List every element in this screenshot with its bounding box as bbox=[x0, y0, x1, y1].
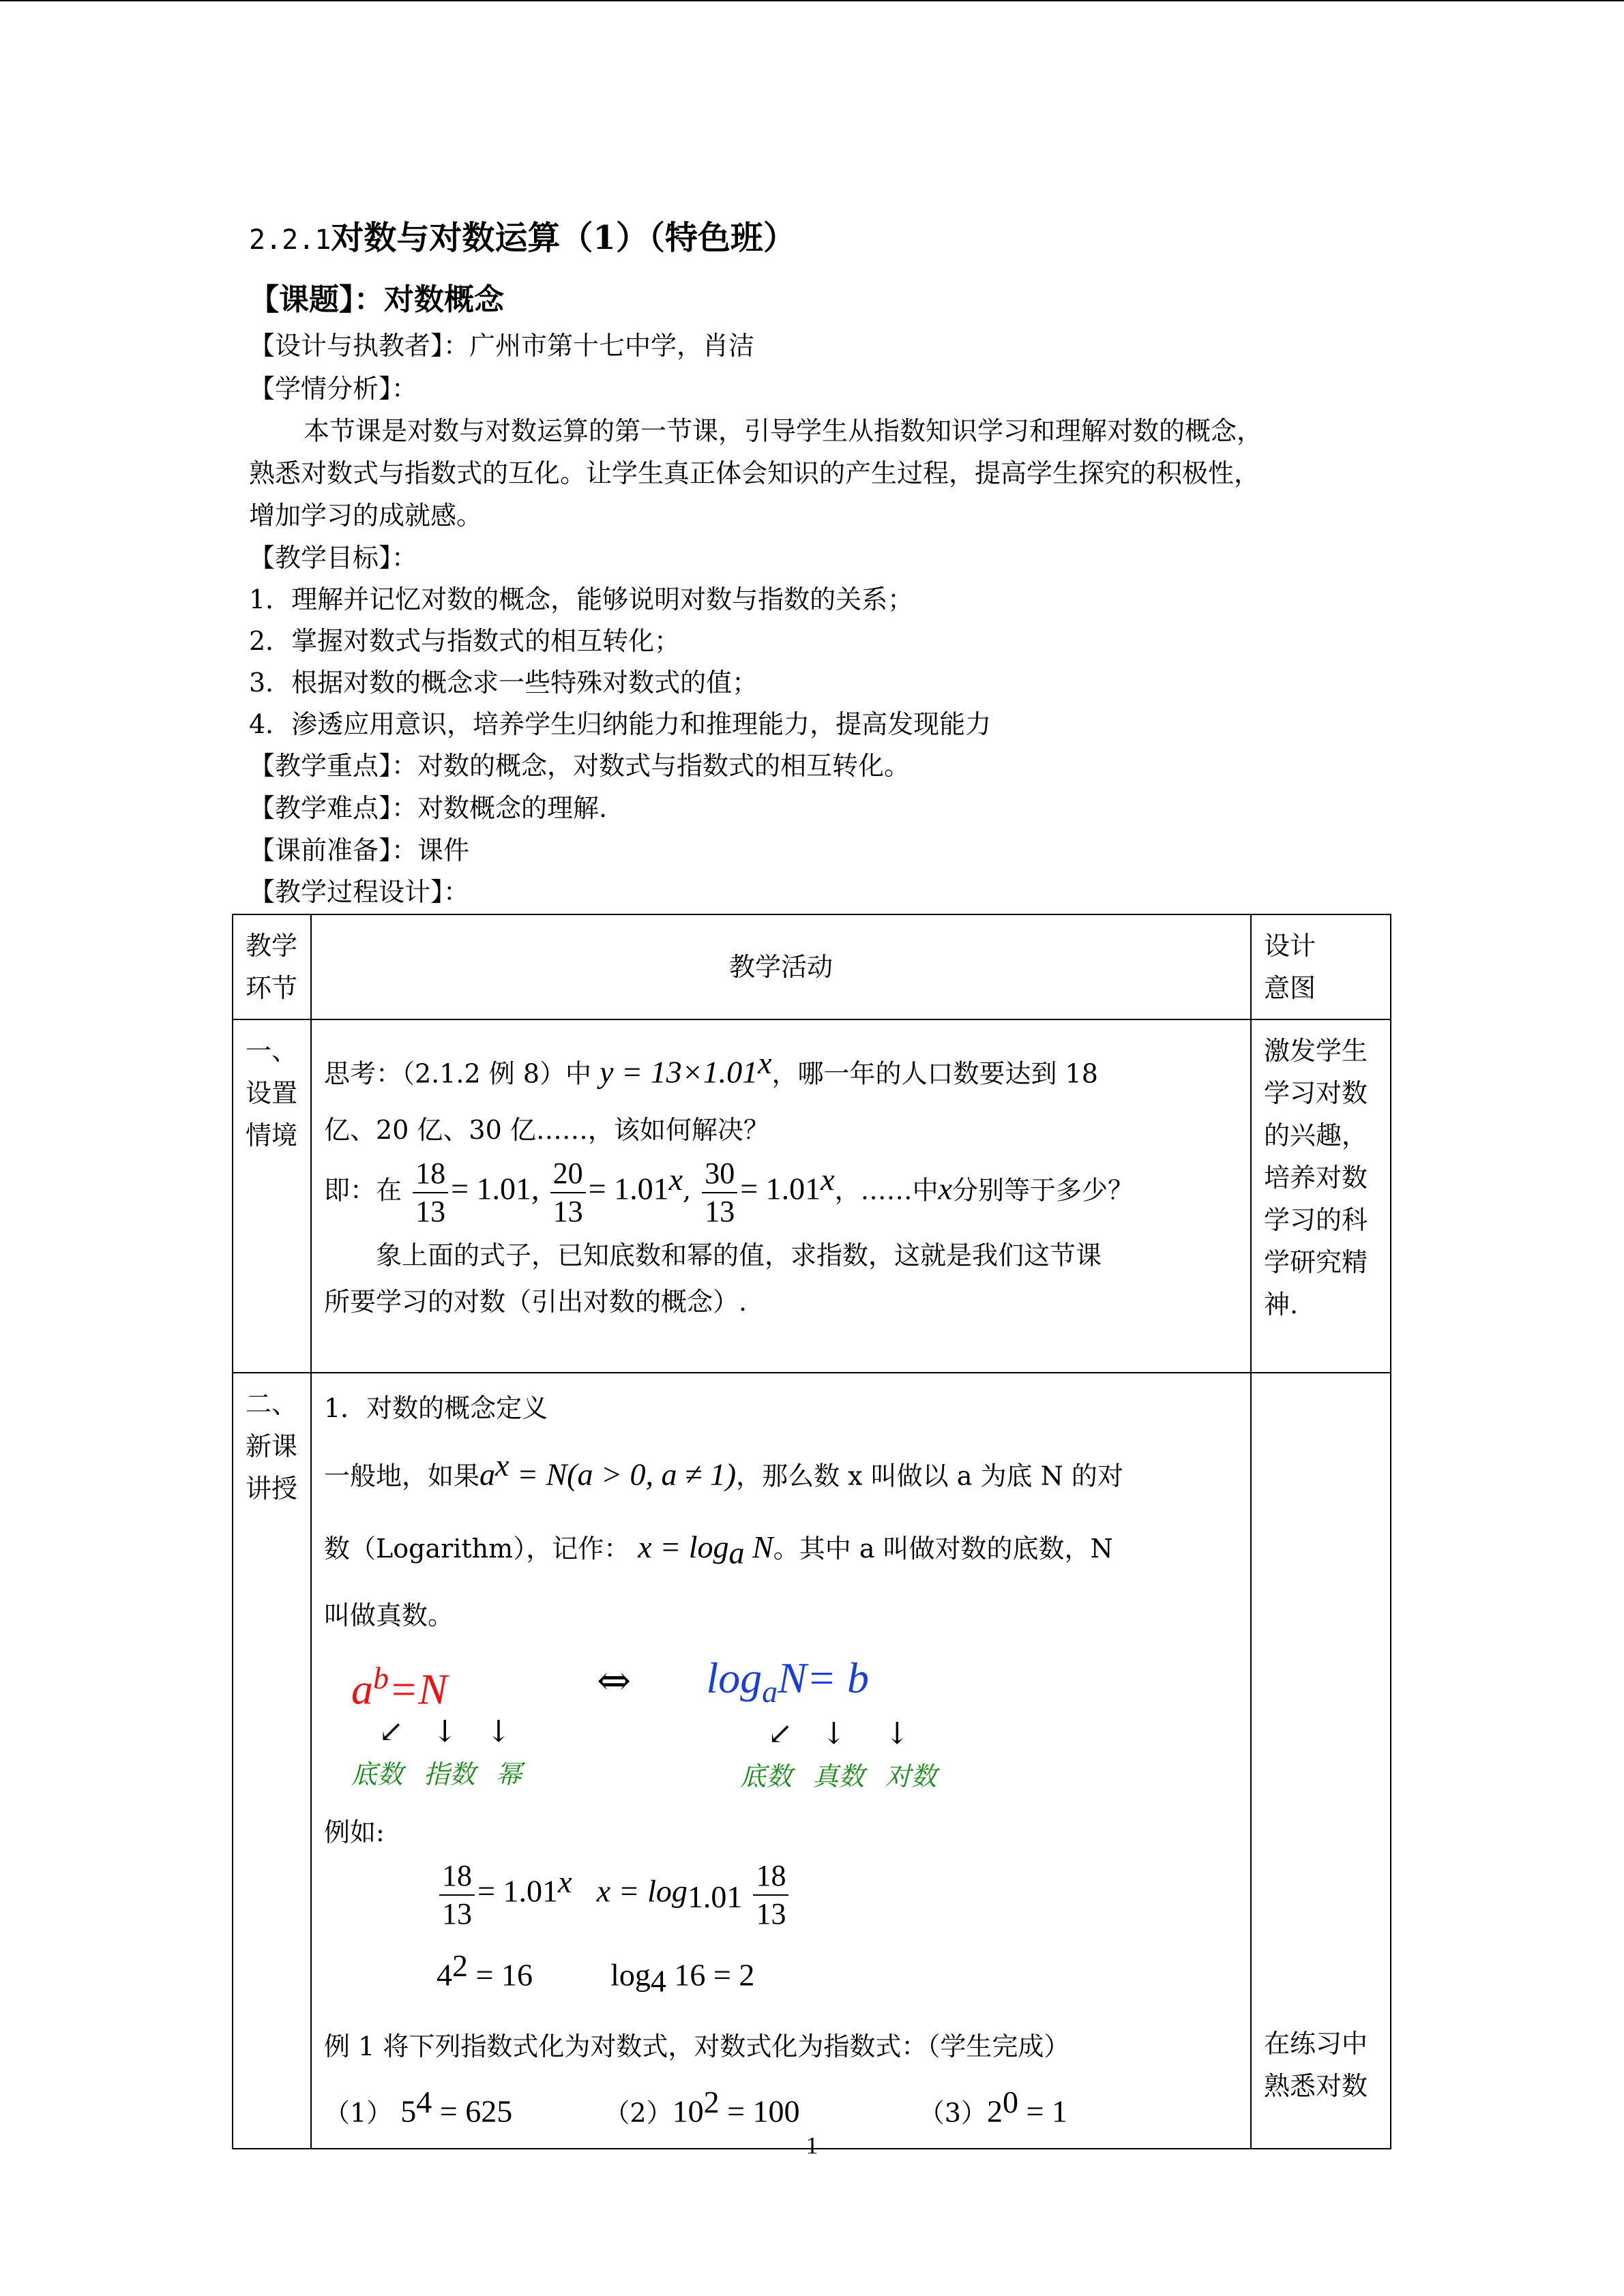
label-logarithm: 对数 bbox=[885, 1761, 937, 1792]
log-base-a: a bbox=[762, 1674, 778, 1710]
fraction bbox=[550, 1155, 586, 1230]
log-formula-colored bbox=[706, 1654, 936, 1713]
fraction bbox=[753, 1858, 788, 1933]
exercise-questions bbox=[324, 2081, 1238, 2134]
think-suffix: ，哪一年的人口数要达到 18 bbox=[771, 1058, 1098, 1089]
title-text: 对数与对数运算（1）（特色班） bbox=[331, 219, 796, 257]
page-title bbox=[249, 211, 796, 258]
definition-title: 1．对数的概念定义 bbox=[324, 1393, 548, 1423]
goal-item: 1．理解并记忆对数的概念，能够说明对数与指数的关系； bbox=[249, 584, 914, 614]
think-line-2: 亿、20 亿、30 亿……，该如何解决？ bbox=[324, 1114, 769, 1145]
log-expression: x = log bbox=[596, 1873, 688, 1909]
intent-cell bbox=[1251, 1373, 1391, 2149]
section-number: 2.2.1 bbox=[249, 224, 331, 256]
table-header-row bbox=[233, 914, 1391, 1019]
goal-item: 3．根据对数的概念求一些特殊对数式的值； bbox=[249, 668, 758, 698]
example-label: 例如: bbox=[324, 1817, 385, 1848]
denominator: 13 bbox=[552, 1194, 583, 1228]
intent-text: 在练习中 bbox=[1264, 2028, 1368, 2059]
topic-line bbox=[249, 280, 504, 320]
prep-line bbox=[249, 830, 469, 871]
exp-formula bbox=[351, 1657, 522, 1714]
intent-cell bbox=[1251, 1019, 1391, 1373]
fraction bbox=[439, 1858, 475, 1933]
log-rest: N= b bbox=[778, 1654, 869, 1703]
think-prefix: 思考：（2.1.2 例 8）中 bbox=[324, 1058, 592, 1089]
question-label: （2） bbox=[604, 2098, 673, 2128]
numerator: 20 bbox=[550, 1155, 586, 1193]
equation-part: = 1.01 bbox=[740, 1171, 821, 1206]
equation-part: = 625 bbox=[432, 2093, 513, 2129]
definition-line-1 bbox=[324, 1444, 1238, 1497]
definition-line-3: 叫做真数。 bbox=[324, 1600, 454, 1631]
log-word: log bbox=[706, 1654, 763, 1703]
header-stage bbox=[233, 914, 311, 1019]
activity-cell bbox=[311, 1373, 1251, 2149]
log-base: a bbox=[728, 1535, 745, 1570]
double-arrow-icon: ⇔ bbox=[597, 1657, 632, 1705]
intent-text: 的兴趣， bbox=[1264, 1120, 1368, 1150]
label-base: 底数 bbox=[740, 1761, 793, 1792]
question-label: （1） bbox=[324, 2098, 393, 2128]
intent-text: 神. bbox=[1264, 1289, 1299, 1320]
intent-text: 培养对数 bbox=[1264, 1163, 1368, 1193]
denominator: 13 bbox=[442, 1897, 472, 1931]
label-power: 幂 bbox=[496, 1759, 522, 1789]
label-antilog: 真数 bbox=[812, 1761, 865, 1792]
lesson-table bbox=[232, 914, 1391, 2149]
base: 2 bbox=[986, 2093, 1003, 2129]
numerator: 18 bbox=[413, 1155, 448, 1193]
exp-result: =N bbox=[389, 1665, 447, 1714]
designer-line bbox=[249, 325, 754, 366]
def2-prefix: 数（Logarithm），记作： bbox=[324, 1533, 630, 1564]
def2-suffix: 。其中 a 叫做对数的底数，N bbox=[773, 1533, 1113, 1564]
log-word: log bbox=[610, 1957, 651, 1993]
log-form bbox=[706, 1654, 937, 1798]
exponent: x bbox=[668, 1161, 683, 1197]
stage-cell bbox=[233, 1019, 311, 1373]
exponent: 2 bbox=[452, 1948, 468, 1984]
stage-text: 新课 bbox=[246, 1431, 298, 1461]
stage-text: 情境 bbox=[246, 1120, 298, 1150]
exp-form bbox=[351, 1657, 522, 1795]
base: 4 bbox=[437, 1957, 452, 1993]
x-variable: x bbox=[938, 1171, 953, 1206]
stage-cell bbox=[233, 1373, 311, 2149]
exp-power: b bbox=[373, 1660, 389, 1696]
analysis-line-1: 本节课是对数与对数运算的第一节课，引导学生从指数知识学习和理解对数的概念， bbox=[304, 416, 1263, 446]
tail-text: ，……中 bbox=[834, 1175, 939, 1206]
log-formula: x = log bbox=[638, 1529, 729, 1564]
population-formula: y = 13×1.01 bbox=[600, 1054, 758, 1090]
goal-item: 2．掌握对数式与指数式的相互转化； bbox=[249, 626, 681, 656]
equation-part: 16 = 2 bbox=[666, 1957, 755, 1993]
denominator: 13 bbox=[705, 1194, 735, 1228]
intro-para-2: 所要学习的对数（引出对数的概念）. bbox=[324, 1286, 748, 1317]
header-intent-2: 意图 bbox=[1264, 973, 1316, 1003]
key-point-label: 【教学重点】： bbox=[249, 751, 418, 781]
equation-part: = 100 bbox=[719, 2093, 800, 2129]
exponent: x bbox=[557, 1864, 572, 1899]
difficulty-line bbox=[249, 788, 607, 829]
definition-line-2 bbox=[324, 1526, 1238, 1575]
def-condition: = N(a > 0, a ≠ 1) bbox=[509, 1457, 737, 1492]
base-a: a bbox=[479, 1457, 496, 1492]
exponent: x bbox=[821, 1161, 835, 1197]
equation-part: = 16 bbox=[468, 1957, 533, 1993]
exponent: 2 bbox=[703, 2085, 720, 2120]
stage-text: 设置 bbox=[246, 1078, 298, 1108]
equation-part: = 1.01 bbox=[588, 1171, 669, 1206]
base: 5 bbox=[400, 2093, 417, 2129]
intent-text: 学习对数 bbox=[1264, 1078, 1368, 1108]
arrow-icons: ↙ ↓ ↓ bbox=[767, 1716, 910, 1752]
equation-line: 即：在 $\frac{18}{13}$ = 1.01, $\frac{20}{13}$ = $1.01^x$, $\frac{30}{13}$ = $1.01^x$，……中x分别等于多少？ bbox=[324, 1155, 1238, 1230]
header-stage-2: 环节 bbox=[246, 973, 298, 1003]
analysis-line-2: 熟悉对数式与指数式的互化。让学生真正体会知识的产生过程，提高学生探究的积极性， bbox=[249, 458, 1260, 488]
topic-label: 【课题】： bbox=[249, 282, 384, 317]
analysis-line-3: 增加学习的成就感。 bbox=[249, 501, 483, 531]
arrow-icons: ↙ ↓ ↓ bbox=[379, 1714, 512, 1749]
intent-text: 学习的科 bbox=[1264, 1205, 1368, 1235]
prep-label: 【课前准备】： bbox=[249, 835, 418, 865]
numerator: 18 bbox=[439, 1858, 475, 1896]
exp-base: a bbox=[351, 1665, 373, 1714]
fraction bbox=[702, 1155, 737, 1230]
base: 10 bbox=[672, 2093, 704, 2129]
log-base: 1.01 bbox=[687, 1879, 743, 1915]
designer-label: 【设计与执教者】： bbox=[249, 331, 470, 361]
fraction bbox=[413, 1155, 448, 1230]
log-base: 4 bbox=[650, 1963, 666, 1999]
exponent: x bbox=[758, 1045, 772, 1080]
exercise-1-title: 例 1 将下列指数式化为对数式，对数式化为指数式：（学生完成） bbox=[324, 2031, 1070, 2062]
header-intent-1: 设计 bbox=[1264, 931, 1316, 961]
key-point-line bbox=[249, 745, 910, 786]
log-argument: N bbox=[744, 1529, 773, 1564]
tail-text-2: 分别等于多少？ bbox=[952, 1175, 1134, 1206]
log-exp-diagram bbox=[351, 1654, 1238, 1798]
goals-label: 【教学目标】： bbox=[249, 543, 418, 573]
exponent: 4 bbox=[416, 2085, 432, 2120]
label-exponent: 指数 bbox=[424, 1759, 476, 1789]
denominator: 13 bbox=[756, 1897, 786, 1931]
stage-text: 一、 bbox=[246, 1036, 298, 1066]
page-number: 1 bbox=[806, 2132, 818, 2159]
exp-labels bbox=[351, 1753, 522, 1795]
think-line bbox=[324, 1042, 1238, 1095]
ji-text: 即：在 bbox=[324, 1175, 402, 1206]
page-top-border bbox=[0, 0, 1624, 1]
log-labels bbox=[740, 1755, 936, 1798]
intent-text: 学研究精 bbox=[1264, 1247, 1368, 1277]
denominator: 13 bbox=[415, 1194, 446, 1228]
equation-part: = 1 bbox=[1018, 2093, 1067, 2129]
stage-text: 二、 bbox=[246, 1389, 298, 1419]
def-prefix: 一般地，如果 bbox=[324, 1461, 480, 1491]
exponent: x bbox=[495, 1448, 510, 1482]
table-row bbox=[233, 1373, 1391, 2149]
question-label: （3） bbox=[918, 2098, 987, 2128]
def-suffix: ，那么数 x 叫做以 a 为底 N 的对 bbox=[736, 1461, 1123, 1491]
prep-value: 课件 bbox=[417, 835, 470, 865]
analysis-label: 【学情分析】： bbox=[249, 374, 418, 404]
numerator: 30 bbox=[702, 1155, 737, 1193]
intent-text: 熟悉对数 bbox=[1264, 2070, 1368, 2101]
header-intent bbox=[1251, 914, 1391, 1019]
activity-cell bbox=[311, 1019, 1251, 1373]
example-1 bbox=[437, 1858, 1238, 1933]
stage-text: 讲授 bbox=[246, 1474, 298, 1504]
label-base: 底数 bbox=[351, 1759, 404, 1789]
process-label: 【教学过程设计】： bbox=[249, 877, 470, 907]
header-activity: 教学活动 bbox=[311, 914, 1251, 1019]
numerator: 18 bbox=[753, 1858, 788, 1896]
key-point-value: 对数的概念，对数式与指数式的相互转化。 bbox=[417, 751, 911, 781]
equation-part: = 1.01 bbox=[477, 1873, 558, 1909]
topic-value: 对数概念 bbox=[384, 282, 504, 317]
table-row bbox=[233, 1019, 1391, 1373]
example-2 bbox=[437, 1945, 1238, 2002]
intent-text: 激发学生 bbox=[1264, 1036, 1368, 1066]
exponent: 0 bbox=[1002, 2085, 1018, 2120]
difficulty-label: 【教学难点】： bbox=[249, 793, 418, 823]
designer-value: 广州市第十七中学，肖洁 bbox=[469, 331, 755, 361]
header-stage-1: 教学 bbox=[246, 931, 298, 961]
goal-item: 4．渗透应用意识，培养学生归纳能力和推理能力，提高发现能力 bbox=[249, 709, 992, 739]
difficulty-value: 对数概念的理解. bbox=[417, 793, 608, 823]
equation-part: = 1.01, bbox=[451, 1171, 540, 1206]
intro-para-1: 象上面的式子，已知底数和幂的值，求指数，这就是我们这节课 bbox=[376, 1240, 1102, 1270]
